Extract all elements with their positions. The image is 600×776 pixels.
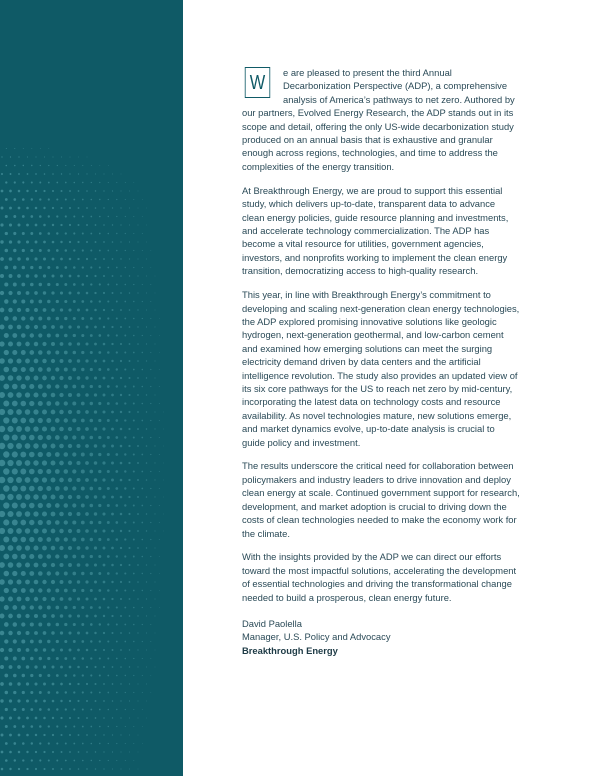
signer-title: Manager, U.S. Policy and Advocacy: [242, 631, 391, 643]
letter-paragraph-4: The results underscore the critical need for collaboration between policymakers and industry leaders to drive innovation and deploy clean energy at scale. Continued government support for research, development, and market adoption is crucial to driving down the costs of clean technologies needed to make the economy work for the climate.: [242, 460, 520, 539]
letter-paragraph-2: At Breakthrough Energy, we are proud to support this essential study, which delivers up-to-date, transparent data to advance clean energy policies, guide resource planning and investments, and accelerate technology commercialization. The ADP has become a vital resource for utilities, government agencies, investors, and nonprofits working to implement the clean energy transition, democratizing access to high-quality research.: [242, 184, 509, 277]
paragraph-1-text: e are pleased to present the third Annual Decarbonization Perspective (ADP), a comprehensive analysis of America’s pathways to net zero. Authored by our partners, Evolved Energy Research, the ADP stands out in its scope and detail, offering the only US-wide decarbonization study produced on an annual basis that is exhaustive and granular enough across regions, technologies, and time to address the complexities of the energy transition.: [242, 67, 515, 172]
halftone-dot-pattern: [0, 0, 183, 776]
signature-block: [242, 617, 520, 657]
decorative-sidebar: [0, 0, 183, 776]
letter-paragraph-1: [242, 66, 520, 173]
signer-name: David Paolella: [242, 618, 302, 630]
letter-paragraph-5: With the insights provided by the ADP we can direct our efforts toward the most impactful solutions, accelerating the development of essential technologies and driving the transformational change needed to build a prosperous, clean energy future.: [242, 551, 517, 603]
drop-cap: W: [245, 67, 270, 98]
letter-body: [242, 66, 520, 657]
letter-paragraph-3: This year, in line with Breakthrough Energy’s commitment to developing and scaling next-generation clean energy technologies, the ADP explored promising innovative solutions like geologic hydrogen, next-generation geothermal, and low-carbon cement and examined how emerging solutions can meet the surging electricity demand driven by data centers and the artificial intelligence revolution. The study also provides an updated view of its six core pathways for the US to reach net zero by mid-century, incorporating the latest data on technology costs and resource availability. As novel technologies mature, new solutions emerge, and market dynamics evolve, up-to-date analysis is crucial to guide policy and investment.: [242, 289, 520, 448]
signer-organization: Breakthrough Energy: [242, 644, 338, 656]
